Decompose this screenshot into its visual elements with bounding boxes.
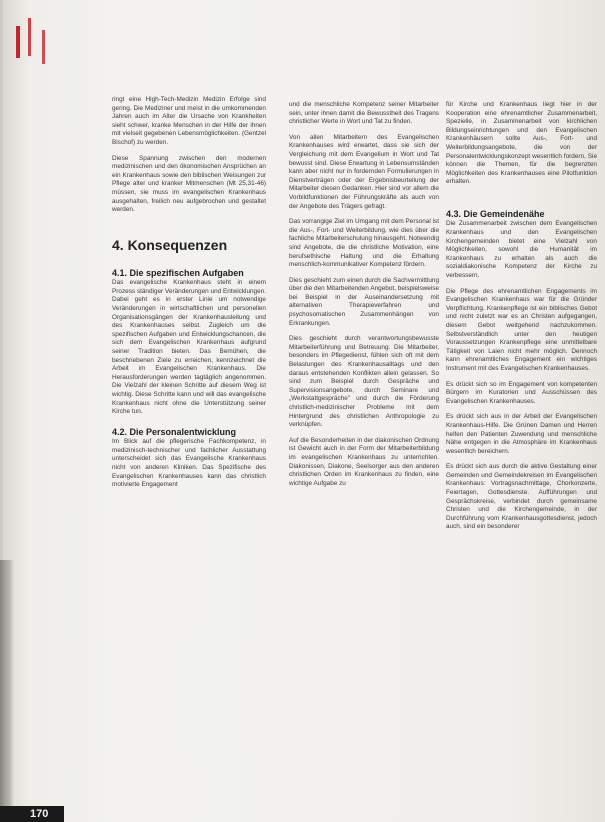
text-column-right <box>446 101 597 539</box>
red-margin-mark <box>42 30 45 64</box>
paragraph: Dies geschieht durch verantwortungsbewusste Mitarbeiterführung und Betreuung. Die Mitarbeiter, besonders im Pflegedienst, fühlen sich oft mit dem Belastungen des Krankenhausalltags und den daraus entstehenden Konflikten allein gelassen. So sind zum Beispiel durch Gespräche und Supervisionsangebote, durch Seminare und „Werkstattgespräche" und durch die Förderung christlich-medizinischer Probleme mit dem Hintergrund des christlichen Anthropologie zu verknüpfen. <box>289 335 439 429</box>
paragraph: Dies geschieht zum einen durch die Sachvermittlung über die den Mitarbeitenden Angebot, beispielsweise bei Beispiel in der Auseinandersetzung mit alternativen Therapieverfahren und psychosomatischen Zusammenhängen von Erkrankungen. <box>289 276 439 327</box>
text-column-left <box>112 96 266 497</box>
paragraph: Auf die Besonderheiten in der diakonischen Ordnung ist Gewicht auch in der Form der Mitarbeiterbildung im evangelischen Krankenhaus zu unterrichten. Diakonissen, Diakone, Seelsorger aus den anderen christlichen Orden im Krankenhaus zu finden, eine wichtige Aufgabe zu <box>289 436 439 487</box>
paragraph: Es drückt sich aus durch die aktive Gestaltung einer Gemeinden und Gemeindekreisen im Evangelischen Krankenhaus: Vortragsnachmittage, Chorkonzerte, Feiertagen, Gottesdienste. Aufführungen und Gesprächskreise, verbindet durch gemeinsame Christen und die Kirchengemeinde, in der Durchführung vom Krankenhausgottesdienst, jedoch auch, sind ein besonderer <box>446 463 597 531</box>
subsection-heading: 4.1. Die spezifischen Aufgaben <box>112 267 244 278</box>
paragraph: Es drückt sich so im Engagement von kompetenten Bürgern im Kuratorien und Ausschüssen des Evangelischen Krankenhauses. <box>446 380 597 405</box>
paragraph: und die menschliche Kompetenz seiner Mitarbeiter sein, unter ihnen damit die Bewusstheit des Tragens christlicher Werte in Wort und Tat zu finden. <box>289 101 439 126</box>
subsection-heading: 4.3. Die Gemeindenähe <box>446 208 545 219</box>
paragraph: Im Blick auf die pflegerische Fachkompetenz, in medizinisch-technischer und fachlicher Ausstattung unterscheidet sich das Evangelische Krankenhaus nicht von anderen Kliniken. Das Spezifische des Evangelischen Krankenhauses kann das christlich motivierte Engagement <box>112 438 266 489</box>
paragraph: Die Pflege des ehrenamtlichen Engagements im Evangelischen Krankenhaus war für die Gründer Verpflichtung. Krankenpflege ist ein biblisches Gebot und nicht zuletzt war es an Christen aufgegangen, diesem Gebot weitgehend nachzukommen. Selbstverständlich unter den heutigen Voraussetzungen Krankenpflege eine unmittelbare Tätigkeit von Laien nicht mehr möglich. Dennoch kann ehrenamtliches Engagement ein wichtiges Instrument mit des Evangelischen Krankenhauses. <box>446 287 597 372</box>
paragraph: Von allen Mitarbeitern des Evangelischen Krankenhauses wird erwartet, dass sie sich der Vergleichung mit dem Evangelium in Wort und Tat bewusst sind. Diese Erwartung in Lebensumständen kann aber nicht nur in fordernden Formulierungen in Dienstverträgen oder der Ergebnisbeurteilung der Mitarbeiter diesen Gedanken. Hier sind vor allem die Vorbildfunktionen der Führungskräfte als auch von der Angebote des Trägers gefragt. <box>289 133 439 210</box>
red-margin-mark <box>28 18 31 56</box>
page-number: 170 <box>30 808 49 820</box>
paragraph: Die Zusammenarbeit zwischen dem Evangelischen Krankenhaus und den Evangelischen Kirchengemeinden bietet eine Vielzahl von Möglichkeiten, sowohl die Humanität im Krankenhaus zu erhalten als auch die sozialdiakonische Kompetenz der Kirche zu verbessern. <box>446 220 597 279</box>
paragraph: Es drückt sich aus in der Arbeit der Evangelischen Krankenhaus-Hilfe. Die Grünen Damen und Herren helfen den Patienten Zuwendung und menschliche Nähe entgegen in die Atmosphäre im Krankenhaus wesentlich bereichern. <box>446 413 597 455</box>
paragraph: Das vorrangige Ziel im Umgang mit dem Personal ist die Aus-, Fort- und Weiterbildung, wie dies über die fachliche Mitarbeiterschulung hinausgeht. Notwendig sind Angebote, die die christliche Motivation, eine berufsethische Haltung und die Erhaltung menschlich-kommunikativer Kompetenz fördern. <box>289 218 439 269</box>
red-margin-mark <box>16 26 20 58</box>
section-heading: 4. Konsequenzen <box>112 236 228 253</box>
paragraph: Das evangelische Krankenhaus steht in einem Prozess ständiger Veränderungen und Entwicklungen. Dabei geht es in erster Linie um notwendige Veränderungen in wirtschaftlichen und personellen Organisationsgängen der Krankenhausleitung und des Krankenhauses selbst. Zugleich um die spezifischen Aufgaben und Entwicklungschancen, die sich dem Evangelischen Krankenhaus aufgrund seiner Tradition bieten. Das Bemühen, die beschriebenen Ziele zu erreichen, kennzeichnet die Arbeit im Evangelischen Krankenhaus. Die Herausforderungen werden tagtäglich angenommen. Die Vielzahl der kleinen Schritte auf diesem Weg ist wichtig. Diese Schritte kann und will das evangelische Krankenhaus nicht ohne die Unterstützung seiner Kirche tun. <box>112 279 266 416</box>
paragraph: ringt eine High-Tech-Medizin Medizin Erfolge sind gering. Die Mediziner und meist in die umkommenden Jahren auch im Alter die Ursache von Krankheiten sieht schwer, kranke Menschen in der Hilfe der ihnen mit vielseit gegebenen Lebensmöglichkeiten. (Gentzel Bischof) zu werden. <box>112 96 266 146</box>
text-column-middle <box>289 101 439 495</box>
page-shadow <box>0 560 14 810</box>
paragraph: Diese Spannung zwischen den modernen medizinischen und den ökonomischen Ansprüchen an ein Krankenhaus sowie den biblischen Weisungen zur Pflege alter und kranker Mitmenschen (Mt 25,31-46) müssen, sie muss im evangelischen Krankenhaus ausgehalten, freilich neu aufgebrochen und gestaltet werden. <box>112 154 266 214</box>
subsection-heading: 4.2. Die Personalentwicklung <box>112 426 237 437</box>
paragraph: für Kirche und Krankenhaus liegt hier in der Kooperation eine ehrenamtlicher Zusammenarbeit, Spezielle, in Zusammenarbeit von kirchlichen Bildungseinrichtungen und den Evangelischen Krankenhäusern sollte Aus-, Fort- und Weiterbildungsangebote, die von der Personalentwicklungskonzept wesentlich fordern, Sie können die Themen, für die begrenzten Möglichkeiten des Krankenhauses eine Pilotfunktion erhalten. <box>446 101 597 186</box>
